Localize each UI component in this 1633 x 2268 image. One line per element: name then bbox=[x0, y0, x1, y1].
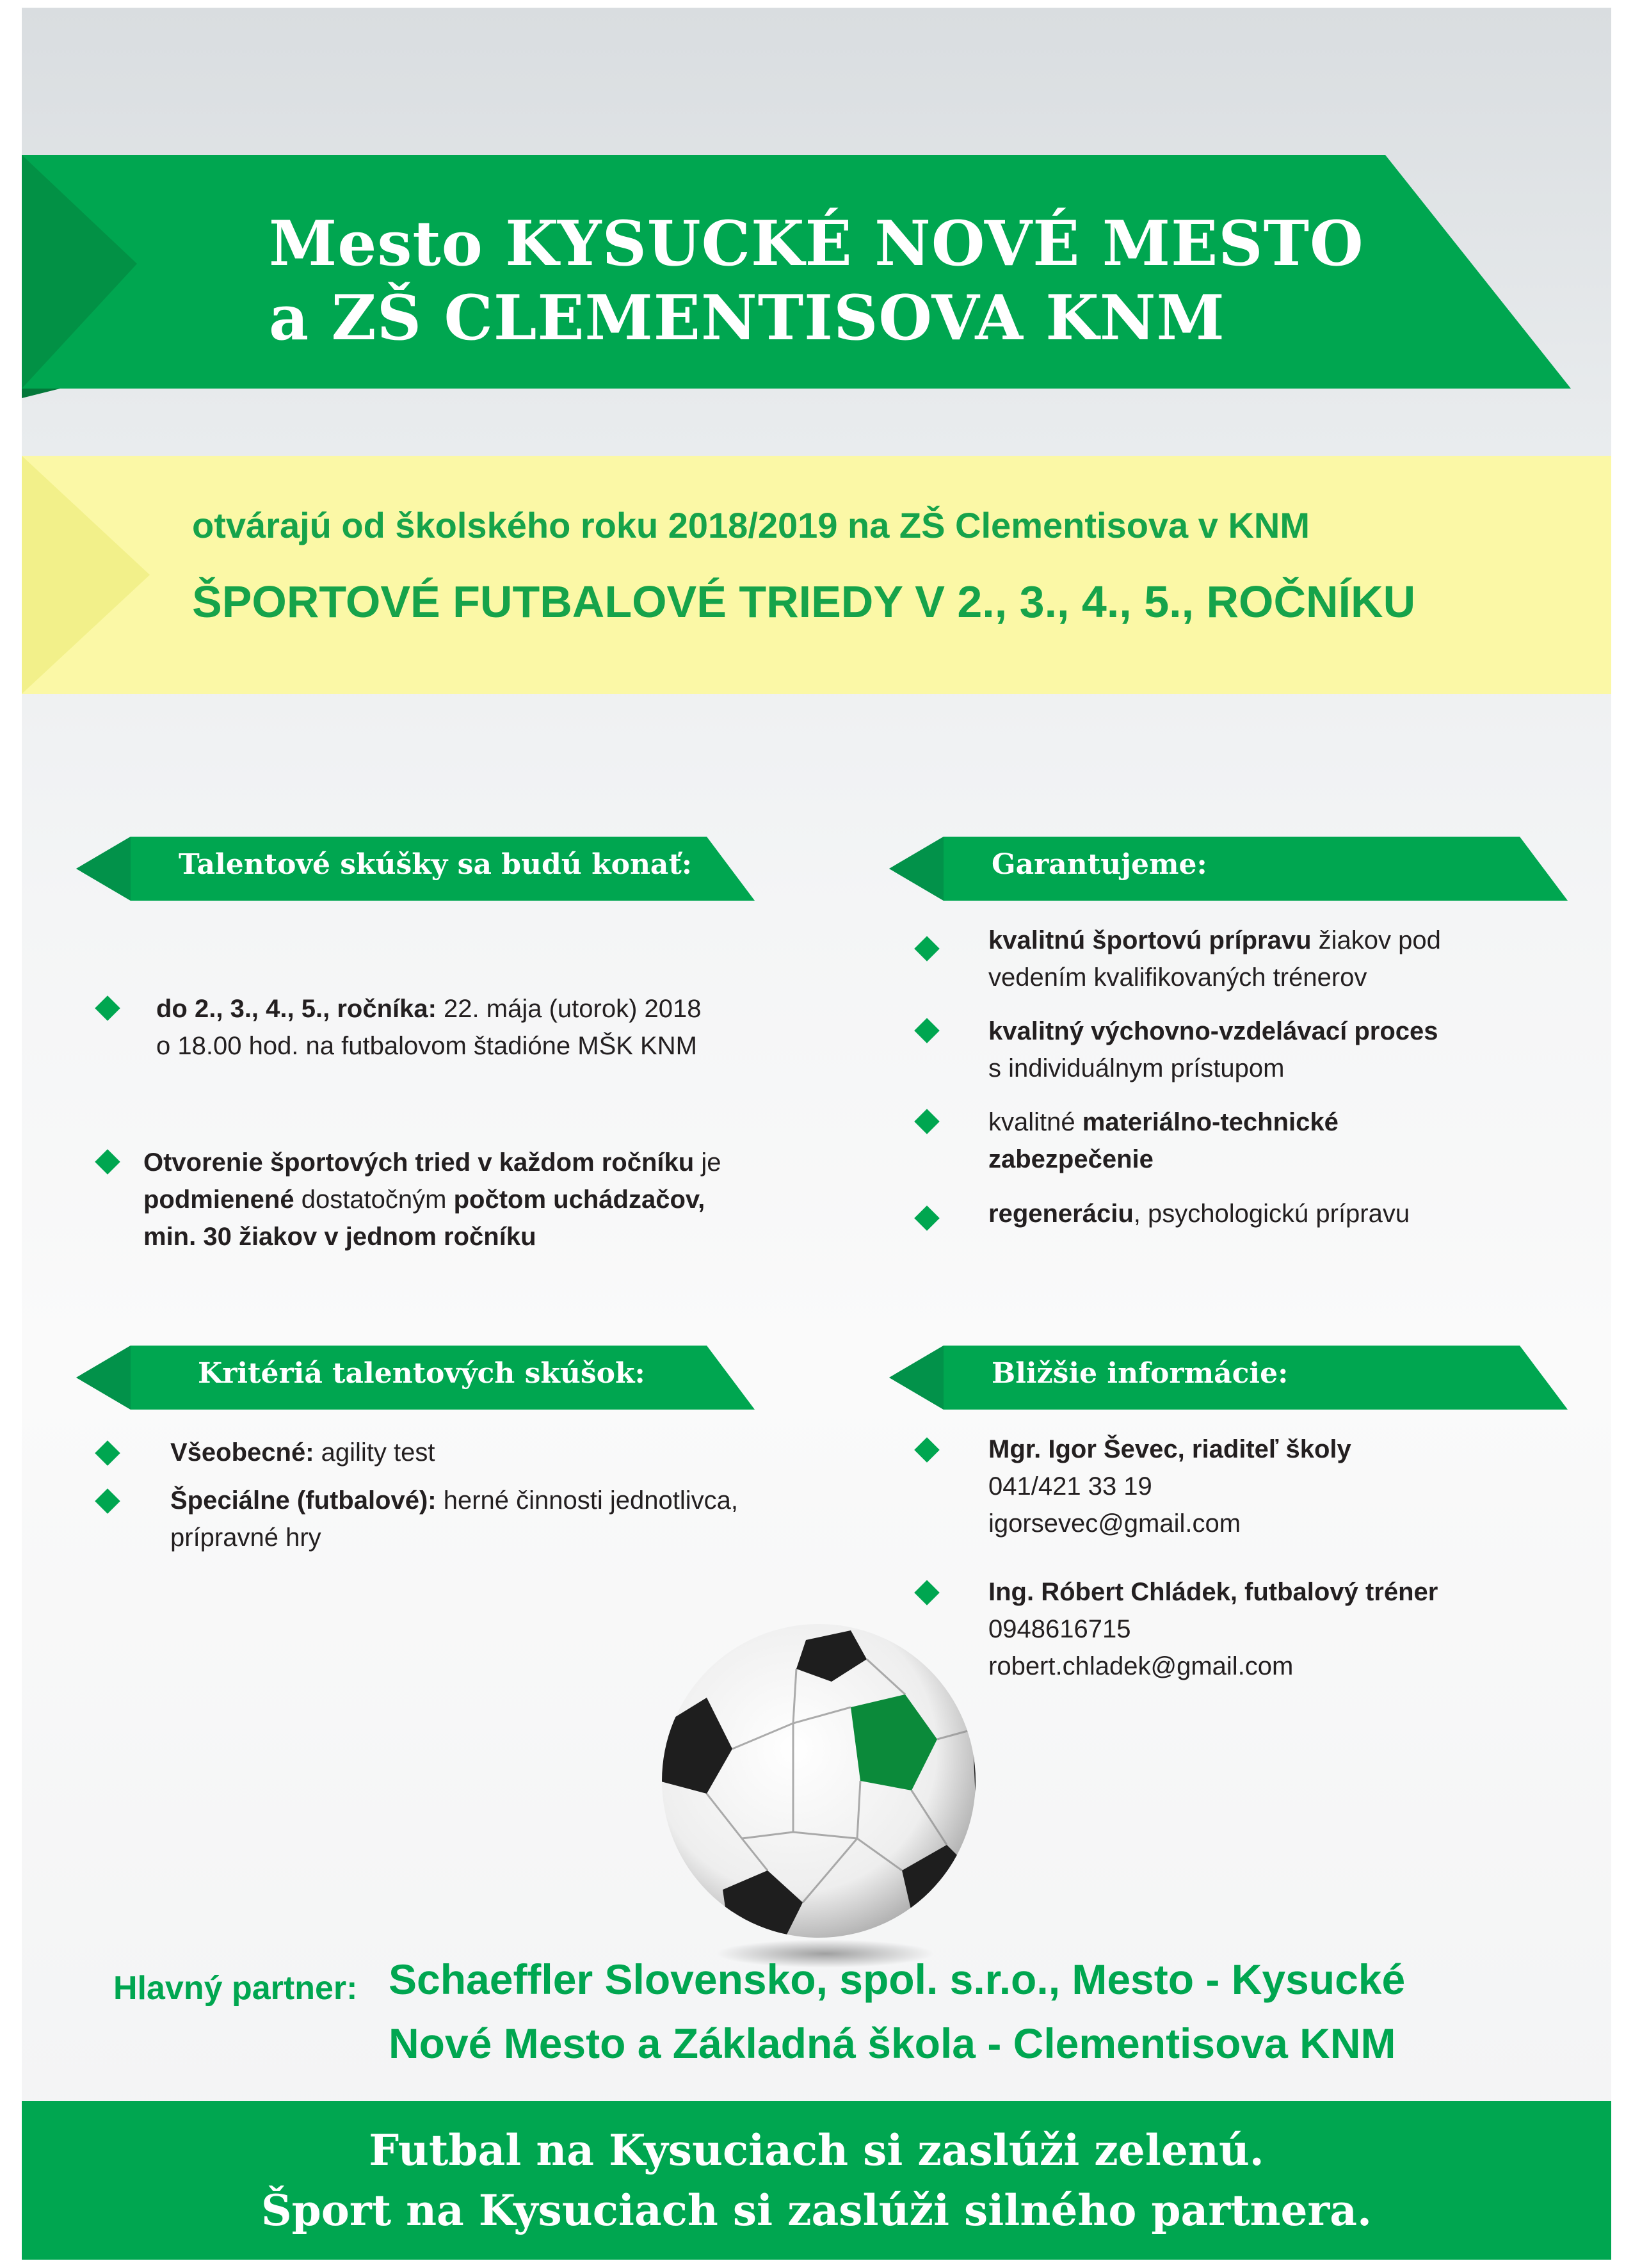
info-heading-ribbon bbox=[889, 1346, 1568, 1410]
exams-heading-ribbon bbox=[76, 837, 755, 901]
partner-label: Hlavný partner: bbox=[113, 1970, 358, 2007]
contact-phone: 0948616715 bbox=[988, 1615, 1131, 1643]
partner-line-1: Schaeffler Slovensko, spol. s.r.o., Mesto - Kysucké bbox=[389, 1956, 1406, 2003]
criteria-heading-ribbon bbox=[76, 1346, 755, 1410]
contact-name: Mgr. Igor Ševec, riaditeľ školy bbox=[988, 1435, 1351, 1463]
poster: Mesto KYSUCKÉ NOVÉ MESTO a ZŠ CLEMENTISOVA KNM otvárajú od školského roku 2018/2019 na ZŠ Clementisova v KNM ŠPORTOVÉ FUTBALOVÉ TRIEDY V 2., 3., 4., 5., ROČNÍKU Talentové skúšky sa budú konať: do 2., 3., 4., 5., ročníka: 22. mája (utorok) 2018 o 18.00 hod. na futbalovom štadióne MŠK KNM Otvorenie športových tried v každom ročníku je podmienené dostatočným počtom uchádzačov, min. 30 žiakov v jednom ročníku Garantujeme: kvalitnú športovú prípravu žiakov pod vedením kvalifikovaných trénerov kvalitný výchovno-vzdelávací proces s individuálnym prístupom kvalitné materiálno-technické zabezpečenie regeneráciu, psychologickú prípravu Kritériá talentových skúšok: Všeobecné: agility test Špeciálne (futbalové): herné činnosti jednotlivca, prípravné hry Bližšie informácie: Mgr. Igor Ševec, riaditeľ školy 041/421 33 19 igorsevec@gmail.com Ing. Róbert Chládek, futbalový tréner 0948616715 robert.chladek@gmail.com Hlavný partner: Schaeffler Slovensko, spol. s.r.o., Mesto - Kysucké Nové Mesto a Základná škola - Clementisova KNM Futbal na Kysuciach si zaslúži zelenú. Šport na Kysuciach si zaslúži silného partnera. bbox=[22, 8, 1611, 2260]
bullet-diamond-icon bbox=[95, 995, 120, 1021]
bullet-diamond-icon bbox=[95, 1440, 120, 1466]
guarantee-heading-ribbon bbox=[889, 837, 1568, 901]
contact-email: igorsevec@gmail.com bbox=[988, 1509, 1241, 1538]
title-banner bbox=[22, 149, 1571, 398]
bullet-diamond-icon bbox=[914, 1018, 940, 1043]
announcement-line-2: ŠPORTOVÉ FUTBALOVÉ TRIEDY V 2., 3., 4., 5., ROČNÍKU bbox=[192, 577, 1416, 627]
bullet-diamond-icon bbox=[914, 1437, 940, 1463]
criteria-heading: Kritériá talentových skúšok: bbox=[198, 1357, 645, 1390]
footer-bar bbox=[22, 2101, 1611, 2260]
bullet-diamond-icon bbox=[914, 1580, 940, 1605]
bullet-diamond-icon bbox=[914, 1205, 940, 1231]
bullet-diamond-icon bbox=[95, 1488, 120, 1514]
slogan-line-2: Šport na Kysuciach si zaslúži silného partnera. bbox=[261, 2185, 1372, 2235]
football-image bbox=[646, 1621, 1004, 1982]
info-heading: Bližšie informácie: bbox=[992, 1357, 1289, 1390]
bullet-diamond-icon bbox=[914, 1109, 940, 1134]
contact-name: Ing. Róbert Chládek, futbalový tréner bbox=[988, 1578, 1438, 1606]
announcement-line-1: otvárajú od školského roku 2018/2019 na ZŠ Clementisova v KNM bbox=[192, 505, 1310, 545]
contact-phone: 041/421 33 19 bbox=[988, 1472, 1152, 1500]
bullet-diamond-icon bbox=[95, 1149, 120, 1175]
band-arrow-shape bbox=[22, 456, 150, 694]
announcement-band bbox=[22, 456, 1611, 694]
partner-line-2: Nové Mesto a Základná škola - Clementisova KNM bbox=[389, 2020, 1396, 2067]
bullet-diamond-icon bbox=[914, 936, 940, 961]
guarantee-heading: Garantujeme: bbox=[992, 848, 1207, 881]
slogan-line-1: Futbal na Kysuciach si zaslúži zelenú. bbox=[369, 2125, 1264, 2175]
exams-heading: Talentové skúšky sa budú konať: bbox=[179, 848, 693, 881]
title-line-2: a ZŠ CLEMENTISOVA KNM bbox=[269, 282, 1225, 354]
contact-email: robert.chladek@gmail.com bbox=[988, 1652, 1294, 1680]
title-line-1: Mesto KYSUCKÉ NOVÉ MESTO bbox=[269, 207, 1364, 280]
